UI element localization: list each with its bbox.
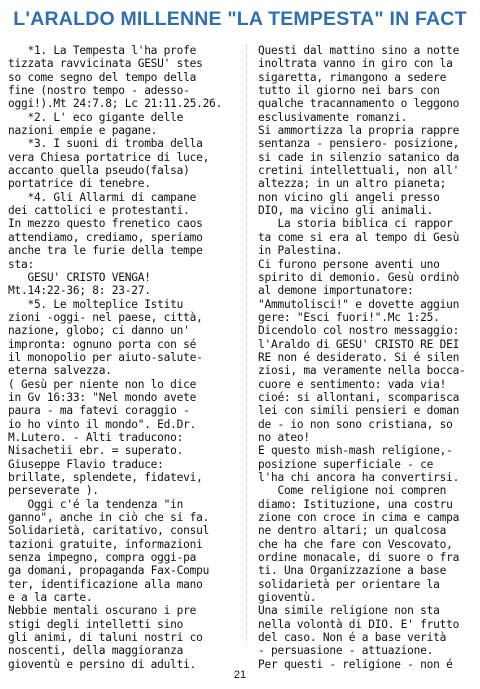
- text-line: RE non é desiderato. Si é silen: [258, 350, 460, 364]
- text-line: del caso. Non é a base verità: [258, 631, 447, 645]
- text-line: ( Gesù per niente non lo dice: [8, 377, 197, 391]
- text-line: "Ammutolisci!" e dovette aggiun: [258, 297, 460, 311]
- text-line: sta:: [8, 257, 34, 271]
- text-line: in Palestina.: [258, 244, 343, 258]
- text-line: no ateo!: [258, 430, 310, 444]
- text-line: dei cattolici e protestanti.: [8, 204, 190, 218]
- text-line: Ci furono persone aventi uno: [258, 257, 440, 271]
- text-line: stigi degli intelletti sino: [8, 617, 184, 631]
- text-line: eterna salvezza.: [8, 364, 112, 378]
- text-line: La storia biblica ci rappor: [258, 217, 453, 231]
- text-line: brillate, splendete, fidatevi,: [8, 471, 203, 484]
- text-line: diamo: Istituzione, una costru: [258, 497, 453, 511]
- text-line: portatrice di tenebre.: [8, 177, 151, 191]
- text-line: ta come si era al tempo di Gesù: [258, 230, 460, 244]
- text-line: Solidarietà, caritativo, consul: [8, 524, 210, 538]
- text-line: al demone importunatore:: [258, 284, 414, 298]
- text-line: inoltrata vanno in giro con la: [258, 57, 453, 71]
- text-line: cioé: si allontani, scomparisca: [258, 390, 460, 404]
- text-line: gere: "Esci fuori!".Mc 1:25.: [258, 310, 440, 324]
- page-title: L'ARALDO MILLENNE "LA TEMPESTA" IN FACT: [13, 8, 467, 30]
- text-line: Giuseppe Flavio traduce:: [8, 457, 164, 471]
- text-line: Per questi - religione - non é: [258, 657, 453, 671]
- text-line: GESU' CRISTO VENGA!: [8, 270, 151, 284]
- text-line: Dicendolo col nostro messaggio:: [258, 324, 460, 338]
- text-line: DIO, ma vicino gli animali.: [258, 204, 434, 218]
- text-line: solidarietà per orientare la: [258, 577, 440, 591]
- text-line: M.Lutero. - Alti traducono:: [8, 430, 184, 444]
- text-line: oggi!).Mt 24:7.8; Lc 21:11.25.26.: [8, 97, 223, 111]
- text-line: so come segno del tempo della: [8, 70, 197, 84]
- text-line: Nebbie mentali oscurano i pre: [8, 604, 197, 618]
- text-line: *1. La Tempesta l'ha profe: [8, 44, 197, 57]
- text-line: spirito di demonio. Gesù ordinò: [258, 270, 460, 284]
- text-line: ti. Una Organizzazione a base: [258, 564, 447, 578]
- text-line: altezza; in un altro pianeta;: [258, 177, 447, 191]
- text-line: sentanza - pensiero- posizione,: [258, 137, 460, 151]
- text-line: impronta: ognuno porta con sé: [8, 337, 197, 351]
- text-line: *3. I suoni di tromba della: [8, 137, 203, 151]
- text-line: nazione, globo; ci danno un': [8, 324, 190, 338]
- text-line: - persuasione - attuazione.: [258, 644, 434, 658]
- text-line: accanto quella pseudo(falsa): [8, 164, 190, 178]
- text-line: io ho vinto il mondo". Ed.Dr.: [8, 417, 197, 431]
- text-line: ga domani, propaganda Fax-Compu: [8, 564, 210, 578]
- text-line: si cade in silenzio satanico da: [258, 150, 460, 164]
- text-line: Mt.14:22-36; 8: 23-27.: [8, 284, 151, 298]
- text-line: ordine monacale, di suore o fra: [258, 551, 460, 565]
- text-line: attendiamo, crediamo, speriamo: [8, 230, 203, 244]
- text-line: In mezzo questo frenetico caos: [8, 217, 203, 231]
- text-line: qualche tracannamento o leggono: [258, 97, 460, 111]
- column-divider: [246, 44, 247, 644]
- text-line: vera Chiesa portatrice di luce,: [8, 150, 210, 164]
- text-line: cuore e sentimento: vada via!: [258, 377, 447, 391]
- text-line: nella volontà di DIO. E' frutto: [258, 617, 460, 631]
- text-line: l'ha chi ancora ha convertirsi.: [258, 471, 460, 484]
- text-line: che ha che fare con Vescovato,: [258, 537, 453, 551]
- page-number: 21: [233, 669, 247, 681]
- left-column: [8, 44, 236, 671]
- text-line: de - io non sono cristiana, so: [258, 417, 453, 431]
- text-line: cretini intellettuali, non all': [258, 164, 460, 178]
- text-line: E questo mish-mash religione,-: [258, 444, 453, 458]
- text-line: Si ammortizza la propria rappre: [258, 124, 460, 138]
- text-line: *2. L' eco gigante delle: [8, 110, 184, 124]
- text-line: Questi dal mattino sino a notte: [258, 44, 460, 57]
- text-line: gli animi, di taluni nostri co: [8, 631, 203, 645]
- text-line: sigaretta, rimangono a sedere: [258, 70, 447, 84]
- text-line: fine (nostro tempo - adesso-: [8, 84, 190, 98]
- text-line: tutto il giorno nei bars con: [258, 84, 440, 98]
- text-line: non vicino gli angeli presso: [258, 190, 440, 204]
- text-line: gioventù.: [258, 591, 317, 605]
- text-line: in Gv 16:33: "Nel mondo avete: [8, 390, 197, 404]
- text-line: Una simile religione non sta: [258, 604, 440, 618]
- text-line: e a la carte.: [8, 591, 93, 605]
- text-line: noscenti, della maggioranza: [8, 644, 184, 658]
- text-line: ne dentro altari; un qualcosa: [258, 524, 447, 538]
- text-line: *5. Le molteplice Istitu: [8, 297, 184, 311]
- text-line: paura - ma fatevi coraggio -: [8, 404, 190, 418]
- text-line: anche tra le furie della tempe: [8, 244, 203, 258]
- text-line: l'Araldo di GESU' CRISTO RE DEI: [258, 337, 460, 351]
- text-line: lei con simili pensieri e doman: [258, 404, 460, 418]
- text-line: ziosi, ma veramente nella bocca-: [258, 364, 466, 378]
- text-line: zioni -oggi- nel paese, città,: [8, 310, 203, 324]
- text-line: posizione superficiale - ce: [258, 457, 434, 471]
- text-line: Oggi c'é la tendenza "in: [8, 497, 184, 511]
- text-line: il monopolio per aiuto-salute-: [8, 350, 203, 364]
- text-line: tizzata ravvicinata GESU' stes: [8, 57, 203, 71]
- text-line: nazioni empie e pagane.: [8, 124, 158, 138]
- text-line: zione con croce in cima e campa: [258, 511, 460, 525]
- right-column: [258, 44, 480, 671]
- text-line: tazioni gratuite, informazioni: [8, 537, 203, 551]
- text-line: senza impegno, compra oggi-pa: [8, 551, 197, 565]
- text-line: ter, identificazione alla mano: [8, 577, 203, 591]
- text-line: esclusivamente romanzi.: [258, 110, 408, 124]
- text-line: *4. Gli Allarmi di campane: [8, 190, 197, 204]
- text-line: perseverate ).: [8, 484, 99, 498]
- text-line: gioventù e persino di adulti.: [8, 657, 197, 671]
- text-line: ganno", anche in ciò che si fa.: [8, 511, 210, 525]
- text-line: Come religione noi compren: [258, 484, 447, 498]
- text-line: Nisachetii ebr. = superato.: [8, 444, 184, 458]
